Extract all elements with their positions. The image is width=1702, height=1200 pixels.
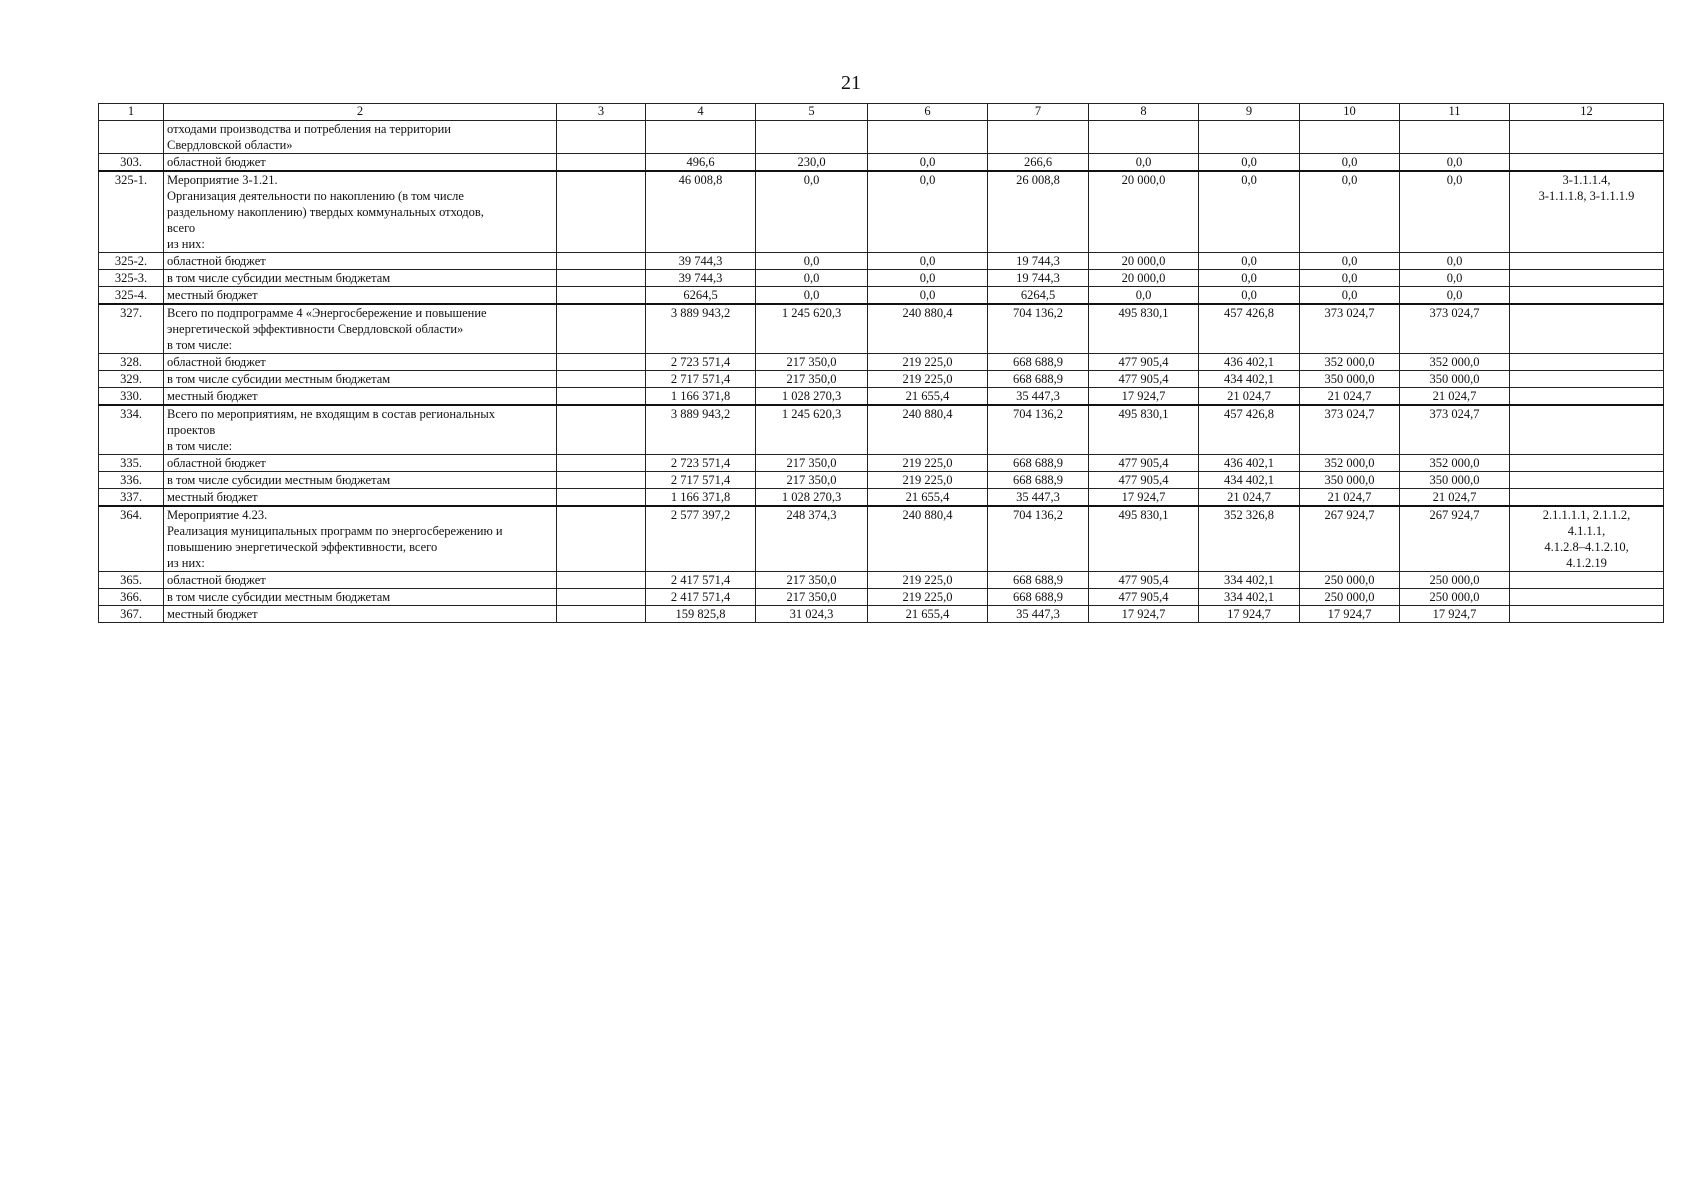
row-number: 365. [99,572,164,589]
table-row [99,121,1664,154]
row-target-indicators [1510,287,1664,305]
row-value: 19 744,3 [988,270,1089,287]
column-header-6: 6 [868,104,988,121]
row-value: 436 402,1 [1199,455,1300,472]
row-value: 31 024,3 [756,606,868,623]
row-value: 0,0 [1400,253,1510,270]
row-value: 477 905,4 [1089,572,1199,589]
row-source-column [557,405,646,455]
row-value: 704 136,2 [988,304,1089,354]
row-name: Мероприятие 3-1.21. Организация деятельности по накоплению (в том числе раздельному накоплению) твердых коммунальных отходов, всего из них: [164,171,557,253]
row-value: 17 924,7 [1089,606,1199,623]
table-row [99,171,1664,253]
row-value: 17 924,7 [1300,606,1400,623]
row-value: 0,0 [868,154,988,172]
row-value: 217 350,0 [756,354,868,371]
row-target-indicators [1510,572,1664,589]
row-value: 0,0 [1400,287,1510,305]
row-target-indicators: 2.1.1.1.1, 2.1.1.2, 4.1.1.1, 4.1.2.8–4.1.2.10, 4.1.2.19 [1510,506,1664,572]
row-value: 373 024,7 [1300,405,1400,455]
table-header [99,104,1664,121]
row-number: 329. [99,371,164,388]
row-value: 0,0 [1300,287,1400,305]
row-value: 250 000,0 [1300,589,1400,606]
row-value: 457 426,8 [1199,405,1300,455]
row-value: 219 225,0 [868,572,988,589]
row-value: 6264,5 [988,287,1089,305]
column-header-3: 3 [557,104,646,121]
row-value: 267 924,7 [1300,506,1400,572]
row-value: 1 028 270,3 [756,388,868,406]
row-value: 477 905,4 [1089,589,1199,606]
column-header-9: 9 [1199,104,1300,121]
row-value: 668 688,9 [988,455,1089,472]
row-value: 373 024,7 [1300,304,1400,354]
row-value: 0,0 [1300,270,1400,287]
row-value: 0,0 [1199,154,1300,172]
row-value: 219 225,0 [868,589,988,606]
row-value: 3 889 943,2 [646,405,756,455]
row-value: 350 000,0 [1400,371,1510,388]
row-source-column [557,589,646,606]
row-value: 250 000,0 [1300,572,1400,589]
row-value: 350 000,0 [1300,371,1400,388]
row-value: 373 024,7 [1400,304,1510,354]
row-name: Мероприятие 4.23. Реализация муниципальных программ по энергосбережению и повышению энергетической эффективности, всего из них: [164,506,557,572]
row-value: 20 000,0 [1089,253,1199,270]
column-header-12: 12 [1510,104,1664,121]
row-value: 217 350,0 [756,371,868,388]
row-name: местный бюджет [164,489,557,507]
table-row [99,455,1664,472]
row-value: 219 225,0 [868,371,988,388]
row-target-indicators [1510,606,1664,623]
row-value: 495 830,1 [1089,304,1199,354]
row-source-column [557,388,646,406]
row-value: 250 000,0 [1400,572,1510,589]
row-value: 704 136,2 [988,506,1089,572]
row-number: 335. [99,455,164,472]
row-value: 704 136,2 [988,405,1089,455]
budget-table [98,103,1664,623]
table-body [99,121,1664,623]
row-value: 17 924,7 [1199,606,1300,623]
row-value: 240 880,4 [868,304,988,354]
row-value [868,121,988,154]
row-value: 159 825,8 [646,606,756,623]
row-source-column [557,572,646,589]
table-row [99,606,1664,623]
row-value: 21 655,4 [868,606,988,623]
row-value: 0,0 [756,270,868,287]
row-value: 17 924,7 [1089,489,1199,507]
row-value: 217 350,0 [756,472,868,489]
table-row [99,489,1664,507]
table-row [99,154,1664,172]
row-value [1300,121,1400,154]
row-value: 668 688,9 [988,589,1089,606]
row-value: 2 417 571,4 [646,589,756,606]
row-value: 21 024,7 [1300,388,1400,406]
row-value [1089,121,1199,154]
row-value: 17 924,7 [1089,388,1199,406]
row-value: 21 024,7 [1199,388,1300,406]
row-value: 477 905,4 [1089,455,1199,472]
column-header-4: 4 [646,104,756,121]
table-row [99,371,1664,388]
row-value: 230,0 [756,154,868,172]
row-name: областной бюджет [164,354,557,371]
row-target-indicators [1510,253,1664,270]
row-number: 327. [99,304,164,354]
row-number: 364. [99,506,164,572]
row-value: 0,0 [1089,287,1199,305]
row-value: 35 447,3 [988,489,1089,507]
row-value: 35 447,3 [988,606,1089,623]
row-name: областной бюджет [164,455,557,472]
row-name: в том числе субсидии местным бюджетам [164,589,557,606]
row-target-indicators: 3-1.1.1.4, 3-1.1.1.8, 3-1.1.1.9 [1510,171,1664,253]
row-value: 0,0 [1300,171,1400,253]
row-target-indicators [1510,371,1664,388]
row-target-indicators [1510,304,1664,354]
row-value: 2 417 571,4 [646,572,756,589]
row-value: 2 717 571,4 [646,371,756,388]
row-value: 352 326,8 [1199,506,1300,572]
table-row [99,405,1664,455]
row-value: 0,0 [1300,154,1400,172]
row-number: 337. [99,489,164,507]
row-value: 6264,5 [646,287,756,305]
table-row [99,354,1664,371]
row-name: областной бюджет [164,154,557,172]
row-value [646,121,756,154]
row-value: 217 350,0 [756,455,868,472]
row-source-column [557,455,646,472]
header-row [99,104,1664,121]
row-value: 495 830,1 [1089,506,1199,572]
row-value: 19 744,3 [988,253,1089,270]
column-header-7: 7 [988,104,1089,121]
row-value: 668 688,9 [988,472,1089,489]
row-value: 668 688,9 [988,371,1089,388]
table-row [99,506,1664,572]
row-value: 477 905,4 [1089,354,1199,371]
row-name: местный бюджет [164,606,557,623]
row-value: 1 166 371,8 [646,489,756,507]
row-value: 2 717 571,4 [646,472,756,489]
row-number: 336. [99,472,164,489]
table-row [99,270,1664,287]
row-number: 366. [99,589,164,606]
row-value: 240 880,4 [868,506,988,572]
page-number: 21 [841,72,861,94]
row-value: 2 723 571,4 [646,354,756,371]
row-value: 2 577 397,2 [646,506,756,572]
table-row [99,304,1664,354]
row-value: 219 225,0 [868,472,988,489]
row-target-indicators [1510,472,1664,489]
row-number: 325-3. [99,270,164,287]
row-value: 352 000,0 [1400,354,1510,371]
row-value: 1 245 620,3 [756,304,868,354]
row-value: 248 374,3 [756,506,868,572]
row-name: Всего по подпрограмме 4 «Энергосбережение и повышение энергетической эффективности Свердловской области» в том числе: [164,304,557,354]
row-value: 334 402,1 [1199,589,1300,606]
row-value: 21 024,7 [1300,489,1400,507]
row-value: 0,0 [1400,270,1510,287]
row-value: 0,0 [1089,154,1199,172]
row-name: отходами производства и потребления на территории Свердловской области» [164,121,557,154]
row-value: 0,0 [868,287,988,305]
row-target-indicators [1510,589,1664,606]
row-value: 20 000,0 [1089,270,1199,287]
row-target-indicators [1510,388,1664,406]
row-source-column [557,472,646,489]
row-number: 334. [99,405,164,455]
row-name: местный бюджет [164,388,557,406]
row-value: 21 655,4 [868,489,988,507]
row-value: 26 008,8 [988,171,1089,253]
row-value: 17 924,7 [1400,606,1510,623]
row-value: 434 402,1 [1199,472,1300,489]
row-value: 436 402,1 [1199,354,1300,371]
row-value [1400,121,1510,154]
row-value: 477 905,4 [1089,371,1199,388]
row-value: 0,0 [756,171,868,253]
row-source-column [557,121,646,154]
row-source-column [557,304,646,354]
row-value: 457 426,8 [1199,304,1300,354]
row-value: 0,0 [1400,154,1510,172]
row-number: 325-2. [99,253,164,270]
row-name: в том числе субсидии местным бюджетам [164,371,557,388]
column-header-1: 1 [99,104,164,121]
row-value: 240 880,4 [868,405,988,455]
row-value: 21 024,7 [1400,388,1510,406]
row-value: 3 889 943,2 [646,304,756,354]
row-target-indicators [1510,121,1664,154]
row-value: 496,6 [646,154,756,172]
row-value: 668 688,9 [988,354,1089,371]
row-number: 328. [99,354,164,371]
row-value [988,121,1089,154]
row-value: 21 024,7 [1199,489,1300,507]
row-value: 217 350,0 [756,572,868,589]
row-name: в том числе субсидии местным бюджетам [164,472,557,489]
row-value: 434 402,1 [1199,371,1300,388]
row-source-column [557,171,646,253]
row-value: 0,0 [756,253,868,270]
row-value: 20 000,0 [1089,171,1199,253]
row-source-column [557,371,646,388]
row-value: 350 000,0 [1300,472,1400,489]
row-name: областной бюджет [164,253,557,270]
row-value: 0,0 [1199,287,1300,305]
row-value: 1 166 371,8 [646,388,756,406]
row-number: 330. [99,388,164,406]
row-value: 0,0 [868,270,988,287]
row-source-column [557,287,646,305]
row-value: 39 744,3 [646,253,756,270]
column-header-11: 11 [1400,104,1510,121]
row-number: 325-4. [99,287,164,305]
table-row [99,589,1664,606]
row-value: 219 225,0 [868,455,988,472]
row-source-column [557,270,646,287]
row-target-indicators [1510,455,1664,472]
row-value: 21 655,4 [868,388,988,406]
row-value: 266,6 [988,154,1089,172]
row-value: 334 402,1 [1199,572,1300,589]
row-value: 0,0 [756,287,868,305]
row-source-column [557,154,646,172]
table-row [99,388,1664,406]
row-target-indicators [1510,354,1664,371]
row-name: областной бюджет [164,572,557,589]
column-header-5: 5 [756,104,868,121]
row-value: 352 000,0 [1300,455,1400,472]
row-value: 217 350,0 [756,589,868,606]
row-value: 477 905,4 [1089,472,1199,489]
row-target-indicators [1510,489,1664,507]
row-value: 250 000,0 [1400,589,1510,606]
row-value: 0,0 [868,171,988,253]
row-value: 46 008,8 [646,171,756,253]
row-value: 0,0 [1199,253,1300,270]
row-source-column [557,506,646,572]
row-value: 495 830,1 [1089,405,1199,455]
row-number: 367. [99,606,164,623]
row-name: в том числе субсидии местным бюджетам [164,270,557,287]
row-source-column [557,489,646,507]
row-name: Всего по мероприятиям, не входящим в состав региональных проектов в том числе: [164,405,557,455]
row-value: 0,0 [868,253,988,270]
row-source-column [557,606,646,623]
row-value: 352 000,0 [1300,354,1400,371]
row-number: 303. [99,154,164,172]
row-value: 1 028 270,3 [756,489,868,507]
row-name: местный бюджет [164,287,557,305]
row-value: 352 000,0 [1400,455,1510,472]
table-row [99,572,1664,589]
row-value: 21 024,7 [1400,489,1510,507]
table-row [99,287,1664,305]
row-target-indicators [1510,154,1664,172]
row-value: 39 744,3 [646,270,756,287]
row-value: 2 723 571,4 [646,455,756,472]
row-target-indicators [1510,270,1664,287]
row-value: 668 688,9 [988,572,1089,589]
table-row [99,472,1664,489]
row-number [99,121,164,154]
row-value: 1 245 620,3 [756,405,868,455]
row-value: 35 447,3 [988,388,1089,406]
row-value: 0,0 [1300,253,1400,270]
row-target-indicators [1510,405,1664,455]
row-source-column [557,354,646,371]
row-value [756,121,868,154]
row-value: 0,0 [1400,171,1510,253]
column-header-8: 8 [1089,104,1199,121]
row-value: 0,0 [1199,270,1300,287]
row-value: 219 225,0 [868,354,988,371]
row-value: 373 024,7 [1400,405,1510,455]
row-number: 325-1. [99,171,164,253]
row-value [1199,121,1300,154]
table-row [99,253,1664,270]
column-header-10: 10 [1300,104,1400,121]
row-value: 350 000,0 [1400,472,1510,489]
row-value: 267 924,7 [1400,506,1510,572]
row-source-column [557,253,646,270]
column-header-2: 2 [164,104,557,121]
row-value: 0,0 [1199,171,1300,253]
